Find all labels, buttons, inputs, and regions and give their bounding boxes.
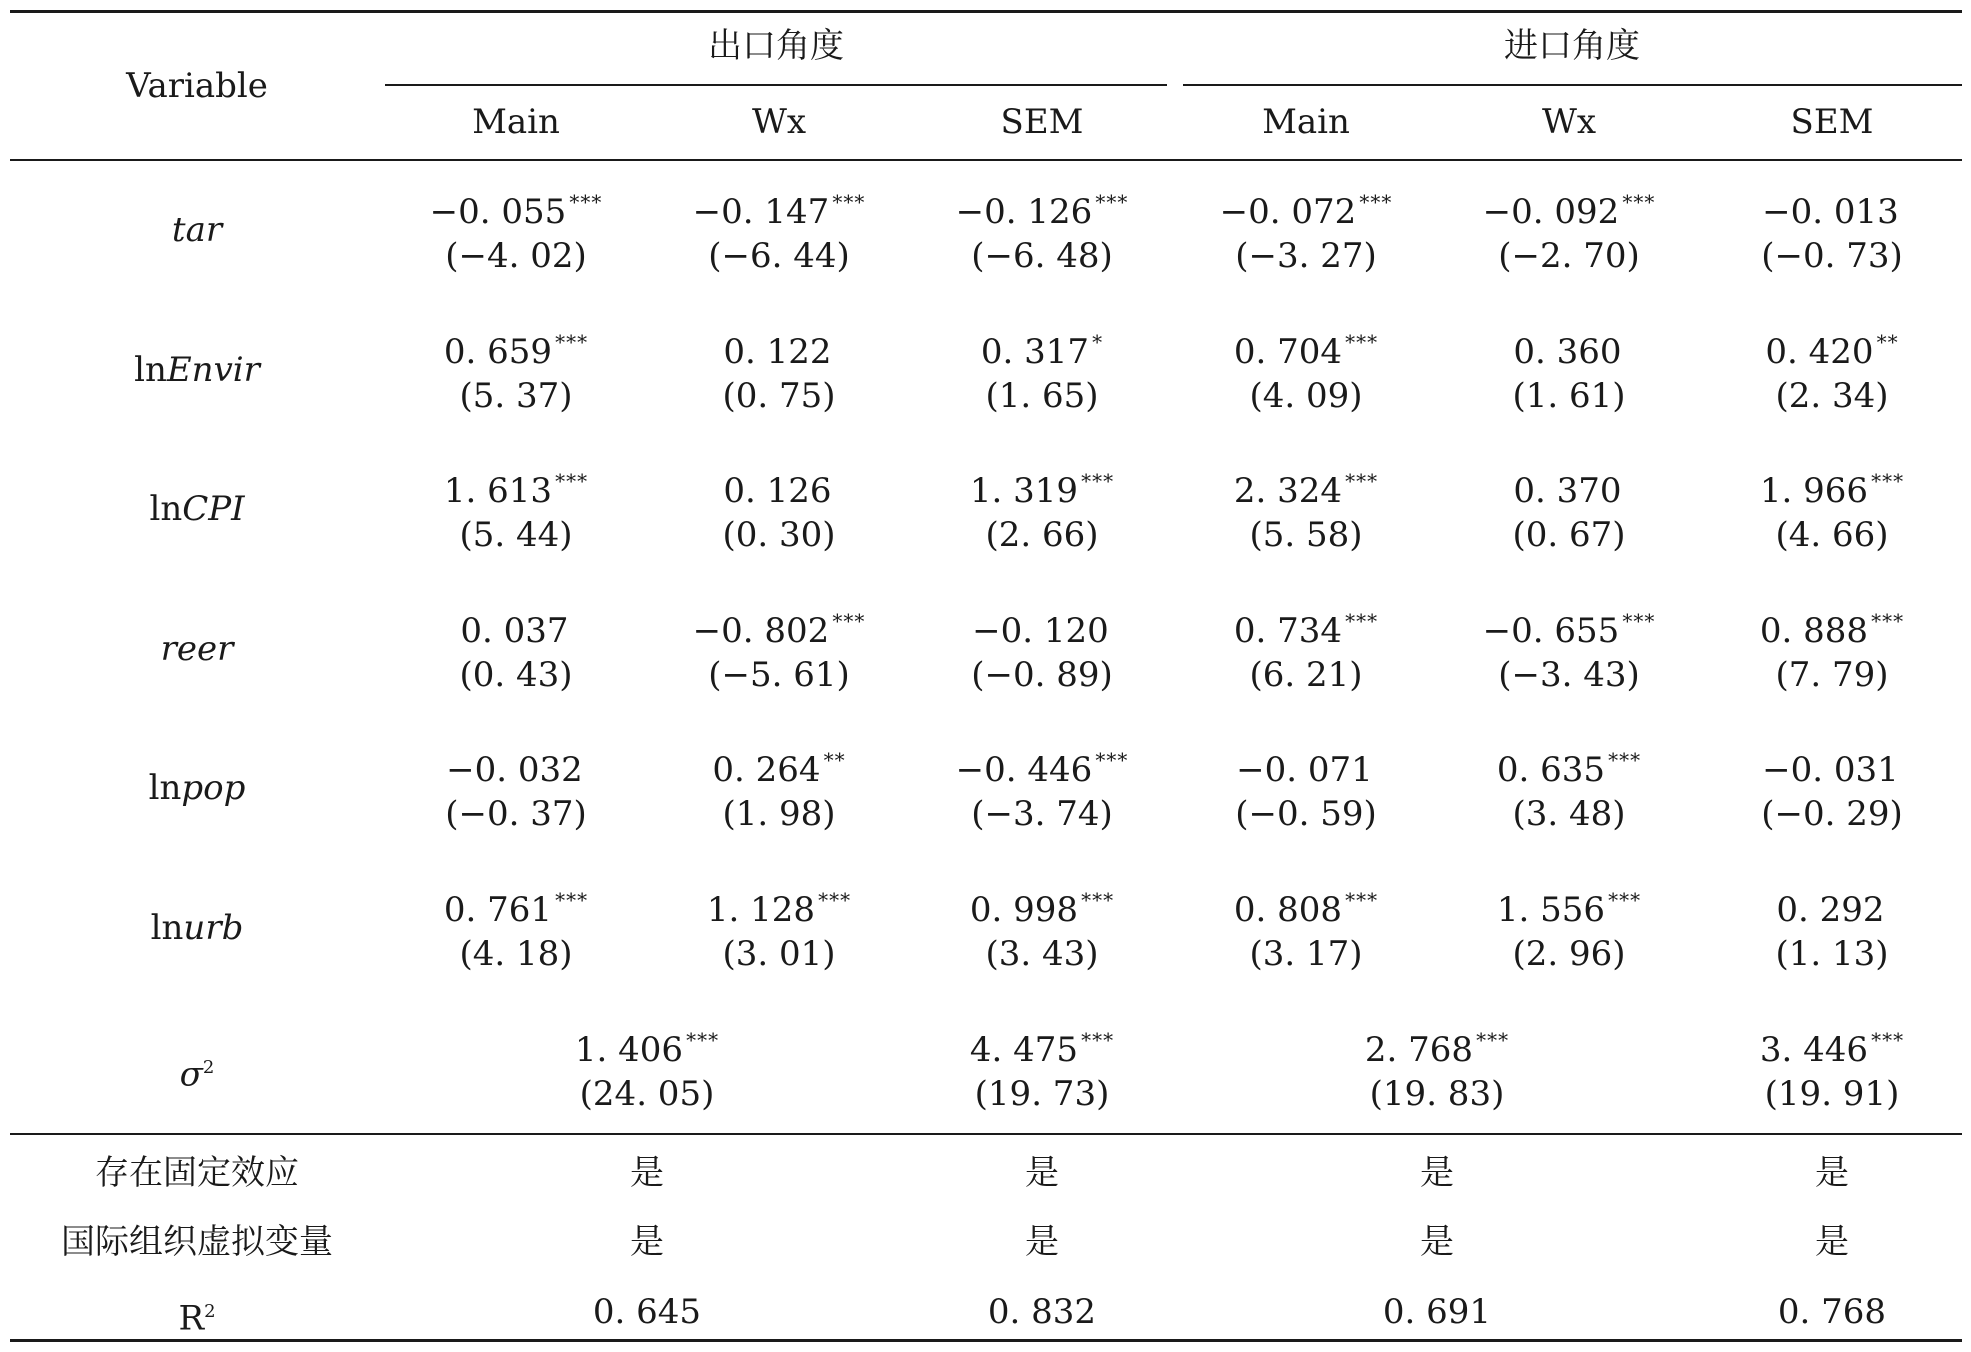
sigma-coef-cell bbox=[1365, 1020, 1509, 1070]
footer-row-label-text: R bbox=[178, 1298, 205, 1339]
sigma-coef-cell bbox=[1760, 1020, 1904, 1070]
coef-cell bbox=[693, 182, 866, 232]
coef-value: 0. 659 bbox=[443, 332, 553, 372]
coef-cell bbox=[446, 740, 586, 790]
significance-stars: *** bbox=[1622, 609, 1656, 633]
export-group-underline bbox=[385, 84, 1167, 86]
footer-value-cell: 0. 645 bbox=[592, 1292, 702, 1332]
significance-stars: ** bbox=[1876, 330, 1899, 354]
t-stat-cell: (−2. 70) bbox=[1498, 236, 1640, 276]
significance-stars: *** bbox=[1081, 469, 1115, 493]
header-variable: Variable bbox=[126, 66, 268, 106]
t-stat-cell: (−3. 43) bbox=[1498, 655, 1640, 695]
t-stat-cell: (−0. 59) bbox=[1235, 794, 1377, 834]
footer-row-label bbox=[178, 1292, 215, 1338]
t-stat-cell: (3. 01) bbox=[722, 934, 836, 974]
coef-value: 0. 122 bbox=[723, 332, 832, 372]
coef-value: 0. 635 bbox=[1496, 750, 1606, 790]
footer-value-cell: 是 bbox=[1420, 1222, 1454, 1262]
coef-cell bbox=[972, 601, 1112, 651]
t-stat-cell: (5. 37) bbox=[459, 376, 573, 416]
coef-value: −0. 055 bbox=[429, 192, 567, 232]
t-stat-cell: (3. 48) bbox=[1512, 794, 1626, 834]
coef-value: −0. 071 bbox=[1236, 750, 1373, 790]
coef-cell bbox=[1220, 182, 1393, 232]
footer-row-label-superscript: 2 bbox=[204, 1301, 216, 1322]
coef-value: −0. 092 bbox=[1482, 192, 1620, 232]
t-stat-cell: (4. 09) bbox=[1249, 376, 1363, 416]
footer-value-cell: 是 bbox=[1420, 1153, 1454, 1193]
significance-stars: *** bbox=[1081, 1028, 1115, 1052]
footer-value-cell: 0. 768 bbox=[1777, 1292, 1887, 1332]
coef-cell bbox=[956, 740, 1129, 790]
coef-cell bbox=[981, 322, 1103, 372]
header-col-import-main: Main bbox=[1262, 102, 1350, 142]
coef-cell bbox=[723, 322, 834, 372]
coef-cell bbox=[444, 880, 588, 930]
significance-stars: *** bbox=[555, 469, 589, 493]
sigma-symbol: σ bbox=[179, 1054, 203, 1095]
footer-value-cell: 是 bbox=[630, 1222, 664, 1262]
coef-value: 1. 966 bbox=[1759, 471, 1869, 511]
coef-value: 0. 037 bbox=[460, 611, 569, 651]
significance-stars: ** bbox=[823, 748, 846, 772]
row-label bbox=[149, 489, 244, 529]
coef-value: 0. 370 bbox=[1513, 471, 1622, 511]
t-stat-cell: (−0. 89) bbox=[971, 655, 1113, 695]
coef-cell bbox=[707, 880, 851, 930]
coef-value: −0. 126 bbox=[955, 192, 1093, 232]
row-label bbox=[151, 908, 244, 948]
coef-cell bbox=[1513, 461, 1624, 511]
coef-cell bbox=[723, 461, 834, 511]
significance-stars: *** bbox=[1871, 609, 1905, 633]
t-stat-cell: (0. 30) bbox=[722, 515, 836, 555]
coef-cell bbox=[1762, 182, 1902, 232]
significance-stars: *** bbox=[686, 1028, 720, 1052]
significance-stars: *** bbox=[1359, 190, 1393, 214]
footer-row-label bbox=[61, 1222, 333, 1262]
sigma-label bbox=[180, 1048, 215, 1094]
coef-cell bbox=[1234, 601, 1378, 651]
t-stat-cell: (0. 67) bbox=[1512, 515, 1626, 555]
significance-stars: *** bbox=[555, 888, 589, 912]
significance-stars: * bbox=[1092, 330, 1104, 354]
significance-stars: *** bbox=[832, 190, 866, 214]
coef-cell bbox=[1497, 740, 1641, 790]
significance-stars: *** bbox=[1871, 469, 1905, 493]
header-col-export-main: Main bbox=[472, 102, 560, 142]
footer-value-cell: 是 bbox=[1815, 1222, 1849, 1262]
significance-stars: *** bbox=[1871, 1028, 1905, 1052]
coef-cell bbox=[1234, 461, 1378, 511]
coef-value: −0. 120 bbox=[972, 611, 1109, 651]
coef-value: 0. 126 bbox=[723, 471, 832, 511]
t-stat-cell: (4. 18) bbox=[459, 934, 573, 974]
coef-cell bbox=[1497, 880, 1641, 930]
t-stat-cell: (−3. 27) bbox=[1235, 236, 1377, 276]
coef-value: −0. 072 bbox=[1219, 192, 1357, 232]
sigma-t-stat-cell: (19. 73) bbox=[974, 1074, 1110, 1114]
coef-value: −0. 446 bbox=[955, 750, 1093, 790]
t-stat-cell: (2. 34) bbox=[1775, 376, 1889, 416]
coef-cell bbox=[1762, 740, 1902, 790]
coef-value: 0. 264 bbox=[712, 750, 821, 790]
coef-value: 1. 406 bbox=[574, 1030, 684, 1070]
import-group-underline bbox=[1183, 84, 1962, 86]
sigma-superscript: 2 bbox=[202, 1057, 215, 1078]
coef-value: 2. 324 bbox=[1233, 471, 1343, 511]
header-col-import-sem: SEM bbox=[1790, 102, 1874, 142]
coef-value: −0. 147 bbox=[692, 192, 830, 232]
coef-value: 0. 761 bbox=[443, 890, 553, 930]
table-bottom-rule bbox=[10, 1339, 1962, 1342]
coef-cell bbox=[956, 182, 1129, 232]
sigma-coef-cell bbox=[970, 1020, 1114, 1070]
coef-value: 0. 888 bbox=[1759, 611, 1869, 651]
coef-cell bbox=[1483, 182, 1656, 232]
significance-stars: *** bbox=[1345, 609, 1379, 633]
header-bottom-rule bbox=[10, 159, 1962, 161]
t-stat-cell: (−0. 73) bbox=[1761, 236, 1903, 276]
coef-value: 0. 317 bbox=[980, 332, 1090, 372]
row-label-variable: CPI bbox=[182, 489, 245, 529]
row-label bbox=[172, 210, 222, 250]
row-label-prefix: ln bbox=[150, 908, 184, 948]
coef-cell bbox=[712, 740, 845, 790]
t-stat-cell: (1. 98) bbox=[722, 794, 836, 834]
coef-value: 2. 768 bbox=[1364, 1030, 1474, 1070]
t-stat-cell: (1. 65) bbox=[985, 376, 1099, 416]
significance-stars: *** bbox=[818, 888, 852, 912]
significance-stars: *** bbox=[569, 190, 603, 214]
coef-value: 0. 734 bbox=[1233, 611, 1343, 651]
significance-stars: *** bbox=[1345, 469, 1379, 493]
footer-row-label-text: 存在固定效应 bbox=[95, 1153, 299, 1193]
header-group-import: 进口角度 bbox=[1504, 26, 1640, 66]
t-stat-cell: (3. 43) bbox=[985, 934, 1099, 974]
sigma-t-stat-cell: (24. 05) bbox=[579, 1074, 715, 1114]
sigma-coef-cell bbox=[575, 1020, 719, 1070]
coef-cell bbox=[1234, 322, 1378, 372]
t-stat-cell: (−6. 48) bbox=[971, 236, 1113, 276]
t-stat-cell: (−0. 37) bbox=[445, 794, 587, 834]
header-group-export: 出口角度 bbox=[708, 26, 844, 66]
significance-stars: *** bbox=[1608, 888, 1642, 912]
coef-cell bbox=[1765, 322, 1898, 372]
significance-stars: *** bbox=[1095, 748, 1129, 772]
t-stat-cell: (1. 13) bbox=[1775, 934, 1889, 974]
significance-stars: *** bbox=[1095, 190, 1129, 214]
coef-value: 1. 128 bbox=[706, 890, 816, 930]
row-label-variable: reer bbox=[160, 629, 234, 669]
t-stat-cell: (−6. 44) bbox=[708, 236, 850, 276]
coef-value: 1. 556 bbox=[1496, 890, 1606, 930]
footer-row-label-text: 国际组织虚拟变量 bbox=[61, 1222, 333, 1262]
coef-value: 3. 446 bbox=[1759, 1030, 1869, 1070]
coef-cell bbox=[970, 461, 1114, 511]
coef-value: −0. 013 bbox=[1762, 192, 1899, 232]
row-label-prefix: ln bbox=[134, 350, 167, 390]
header-col-export-sem: SEM bbox=[1000, 102, 1084, 142]
coef-cell bbox=[1776, 880, 1887, 930]
significance-stars: *** bbox=[1476, 1028, 1510, 1052]
sigma-t-stat-cell: (19. 91) bbox=[1764, 1074, 1900, 1114]
t-stat-cell: (2. 96) bbox=[1512, 934, 1626, 974]
coef-value: −0. 655 bbox=[1482, 611, 1620, 651]
coef-value: −0. 802 bbox=[692, 611, 830, 651]
significance-stars: *** bbox=[1622, 190, 1656, 214]
sigma-t-stat-cell: (19. 83) bbox=[1369, 1074, 1505, 1114]
significance-stars: *** bbox=[1345, 330, 1379, 354]
t-stat-cell: (3. 17) bbox=[1249, 934, 1363, 974]
t-stat-cell: (7. 79) bbox=[1775, 655, 1889, 695]
coef-value: 0. 360 bbox=[1513, 332, 1622, 372]
coef-cell bbox=[430, 182, 603, 232]
footer-value-cell: 0. 691 bbox=[1382, 1292, 1492, 1332]
row-label-variable: Envir bbox=[166, 350, 260, 390]
footer-value-cell: 是 bbox=[1025, 1153, 1059, 1193]
header-col-export-wx: Wx bbox=[751, 102, 807, 142]
coef-cell bbox=[460, 601, 571, 651]
coef-value: 1. 319 bbox=[969, 471, 1079, 511]
coef-value: −0. 031 bbox=[1762, 750, 1899, 790]
t-stat-cell: (−4. 02) bbox=[445, 236, 587, 276]
coef-value: −0. 032 bbox=[446, 750, 583, 790]
significance-stars: *** bbox=[555, 330, 589, 354]
t-stat-cell: (0. 75) bbox=[722, 376, 836, 416]
significance-stars: *** bbox=[1345, 888, 1379, 912]
coef-cell bbox=[1760, 461, 1904, 511]
coef-cell bbox=[1513, 322, 1624, 372]
coef-value: 4. 475 bbox=[969, 1030, 1079, 1070]
coef-cell bbox=[970, 880, 1114, 930]
coef-value: 0. 808 bbox=[1233, 890, 1343, 930]
row-label-variable: urb bbox=[183, 908, 244, 948]
row-label bbox=[134, 350, 260, 390]
footer-value-cell: 是 bbox=[1815, 1153, 1849, 1193]
t-stat-cell: (1. 61) bbox=[1512, 376, 1626, 416]
t-stat-cell: (−0. 29) bbox=[1761, 794, 1903, 834]
header-col-import-wx: Wx bbox=[1541, 102, 1597, 142]
coef-cell bbox=[693, 601, 866, 651]
t-stat-cell: (5. 44) bbox=[459, 515, 573, 555]
row-label-prefix: ln bbox=[148, 768, 182, 808]
coef-value: 0. 292 bbox=[1776, 890, 1885, 930]
significance-stars: *** bbox=[1081, 888, 1115, 912]
row-label-variable: pop bbox=[181, 768, 246, 808]
coef-value: 0. 420 bbox=[1765, 332, 1874, 372]
t-stat-cell: (2. 66) bbox=[985, 515, 1099, 555]
row-label-variable: tar bbox=[171, 210, 223, 250]
significance-stars: *** bbox=[832, 609, 866, 633]
coef-cell bbox=[444, 322, 588, 372]
coef-value: 0. 998 bbox=[969, 890, 1079, 930]
t-stat-cell: (−5. 61) bbox=[708, 655, 850, 695]
significance-stars: *** bbox=[1608, 748, 1642, 772]
coef-cell bbox=[444, 461, 588, 511]
footer-value-cell: 0. 832 bbox=[987, 1292, 1097, 1332]
row-label-prefix: ln bbox=[149, 489, 183, 529]
coef-value: 0. 704 bbox=[1233, 332, 1343, 372]
row-label bbox=[161, 629, 234, 669]
row-label bbox=[149, 768, 246, 808]
t-stat-cell: (5. 58) bbox=[1249, 515, 1363, 555]
t-stat-cell: (6. 21) bbox=[1249, 655, 1363, 695]
t-stat-cell: (−3. 74) bbox=[971, 794, 1113, 834]
coef-value: 1. 613 bbox=[443, 471, 553, 511]
t-stat-cell: (0. 43) bbox=[459, 655, 573, 695]
footer-value-cell: 是 bbox=[630, 1153, 664, 1193]
coef-cell bbox=[1483, 601, 1656, 651]
footer-row-label bbox=[95, 1153, 299, 1193]
t-stat-cell: (4. 66) bbox=[1775, 515, 1889, 555]
coef-cell bbox=[1760, 601, 1904, 651]
footer-value-cell: 是 bbox=[1025, 1222, 1059, 1262]
coef-cell bbox=[1236, 740, 1376, 790]
coef-cell bbox=[1234, 880, 1378, 930]
top-rule bbox=[10, 10, 1962, 13]
body-bottom-rule bbox=[10, 1133, 1962, 1135]
